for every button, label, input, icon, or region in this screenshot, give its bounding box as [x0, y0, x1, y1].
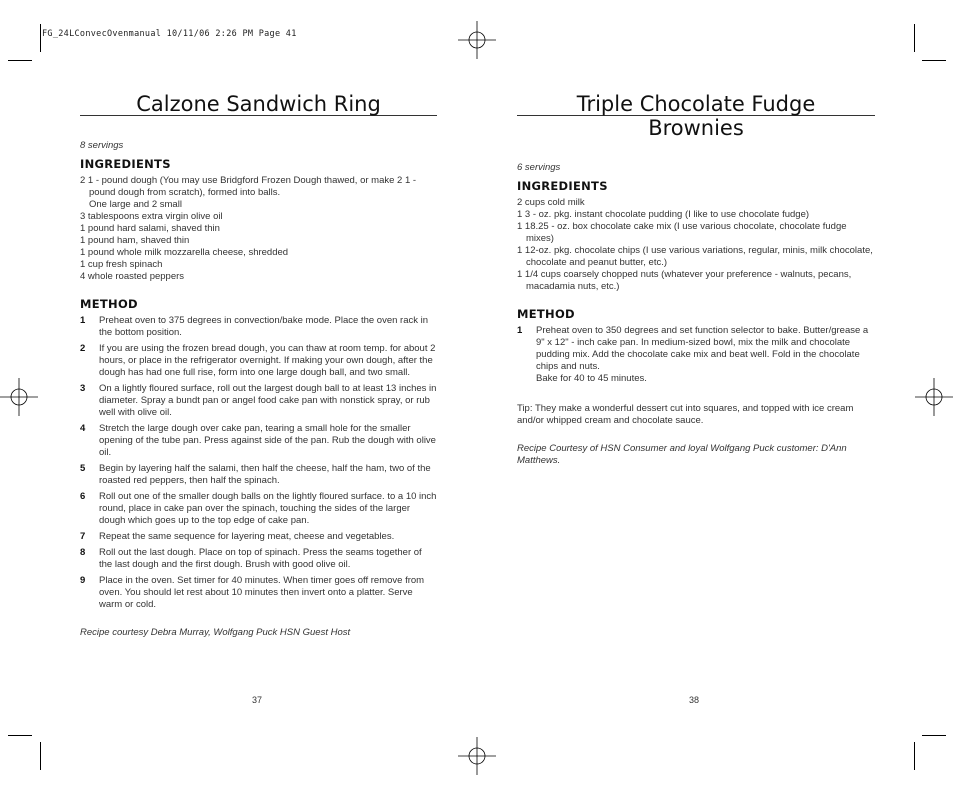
page-number-right: 38	[689, 695, 700, 705]
method-heading: METHOD	[80, 297, 138, 311]
ingredient-item: 2 1 - pound dough (You may use Bridgford Frozen Dough thawed, or make 2 1 - pound dough from scratch), formed into balls.	[80, 175, 417, 198]
method-step: 6 Roll out one of the smaller dough balls on the lightly floured surface. to a 10 inch round, place in cake pan over the spinach, touching the sides of the larger dough which goes up to the top edge of cake pan.	[80, 491, 437, 526]
ingredient-item: 1 12-oz. pkg. chocolate chips (I use various variations, regular, minis, milk chocolate, chocolate and peanut butter, etc.)	[517, 245, 873, 268]
ingredient-item: 1 cup fresh spinach	[80, 259, 163, 270]
crop-mark-bl-v	[40, 742, 41, 770]
method-step: 9 Place in the oven. Set timer for 40 minutes. When timer goes off remove from oven. You should let rest about 10 minutes then invert onto a platter. Serve warm or cold.	[80, 575, 425, 610]
method-step: 7 Repeat the same sequence for layering meat, cheese and vegetables.	[80, 531, 395, 542]
method-step: 4 Stretch the large dough over cake pan, tearing a small hole for the smaller opening of the tube pan. Press against side of the pan. Rub the dough with olive oil.	[80, 423, 436, 458]
servings: 6 servings	[517, 162, 561, 173]
method-step: 8 Roll out the last dough. Place on top of spinach. Press the seams together of the last dough and the first dough. Brush with good olive oil.	[80, 547, 422, 570]
recipe-title: Calzone Sandwich Ring	[136, 92, 381, 116]
crop-mark-tr-h	[922, 60, 946, 61]
ingredient-item: 1 pound ham, shaved thin	[80, 235, 190, 246]
crop-mark-bl-h	[8, 735, 32, 736]
ingredients-list	[517, 197, 875, 293]
servings: 8 servings	[80, 140, 124, 151]
page-number-left: 37	[252, 695, 263, 705]
crop-mark-tr-v	[914, 24, 915, 52]
ingredient-item: 1 18.25 - oz. box chocolate cake mix (I use various chocolate, chocolate fudge mixes)	[517, 221, 847, 244]
recipe-credit: Recipe Courtesy of HSN Consumer and loyal Wolfgang Puck customer: D'Ann Matthews.	[517, 443, 847, 466]
registration-mark-bottom-icon	[458, 737, 496, 775]
recipe-title-line-1: Triple Chocolate Fudge	[576, 92, 816, 116]
crop-mark-tl-h	[8, 60, 32, 61]
method-step: 5 Begin by layering half the salami, then half the cheese, half the ham, two of the roasted red peppers, then half the spinach.	[80, 463, 431, 486]
crop-mark-br-h	[922, 735, 946, 736]
crop-mark-br-v	[914, 742, 915, 770]
ingredients-heading: INGREDIENTS	[517, 179, 608, 193]
method-step: 3 On a lightly floured surface, roll out the largest dough ball to at least 13 inches in diameter. Spray a bundt pan or angel food cake pan with nonstick spray, or rub well with olive oil.	[80, 383, 437, 418]
registration-mark-top-icon	[458, 21, 496, 59]
ingredient-item: 4 whole roasted peppers	[80, 271, 185, 282]
method-step: 1 Preheat oven to 350 degrees and set function selector to bake. Butter/grease a 9" x 12" - inch cake pan. In medium-sized bowl, mix the milk and chocolate pudding mix. Add the chocolate cake mix and beat well. Fold in the chocolate chips and nuts. Bake for 40 to 45 minutes.	[517, 325, 869, 384]
ingredient-item: 1 1/4 cups coarsely chopped nuts (whatever your preference - walnuts, pecans, macadamia nuts, etc.)	[517, 269, 852, 292]
ingredient-item: 1 3 - oz. pkg. instant chocolate pudding (I like to use chocolate fudge)	[517, 209, 810, 220]
print-slug: FG_24LConvecOvenmanual 10/11/06 2:26 PM Page 41	[42, 29, 297, 39]
ingredient-item: 1 pound whole milk mozzarella cheese, shredded	[80, 247, 289, 258]
registration-mark-right-icon	[915, 378, 953, 416]
method-heading: METHOD	[517, 307, 575, 321]
method-steps	[80, 315, 437, 611]
tip-text: Tip: They make a wonderful dessert cut into squares, and topped with ice cream and/or whipped cream and chocolate sauce.	[517, 403, 854, 426]
ingredients-heading: INGREDIENTS	[80, 157, 171, 171]
method-steps	[517, 325, 875, 385]
ingredient-item: 2 cups cold milk	[517, 197, 585, 208]
method-step: 2 If you are using the frozen bread dough, you can thaw at room temp. for about 2 hours, or place in the refrigerator overnight. If making your own dough, after the dough has had one full rise, form into one large dough ball, and two small.	[80, 343, 436, 378]
registration-mark-left-icon	[0, 378, 38, 416]
left-page-recipe	[80, 92, 437, 639]
crop-mark-tl-v	[40, 24, 41, 52]
right-page-recipe	[517, 92, 875, 467]
ingredient-item: 1 pound hard salami, shaved thin	[80, 223, 220, 234]
method-step: 1 Preheat oven to 375 degrees in convection/bake mode. Place the oven rack in the bottom position.	[80, 315, 429, 338]
ingredients-list	[80, 175, 437, 283]
recipe-title-line-2: Brownies	[648, 116, 744, 140]
ingredient-item: One large and 2 small	[89, 199, 182, 210]
ingredient-item: 3 tablespoons extra virgin olive oil	[80, 211, 223, 222]
recipe-credit: Recipe courtesy Debra Murray, Wolfgang Puck HSN Guest Host	[80, 627, 351, 638]
